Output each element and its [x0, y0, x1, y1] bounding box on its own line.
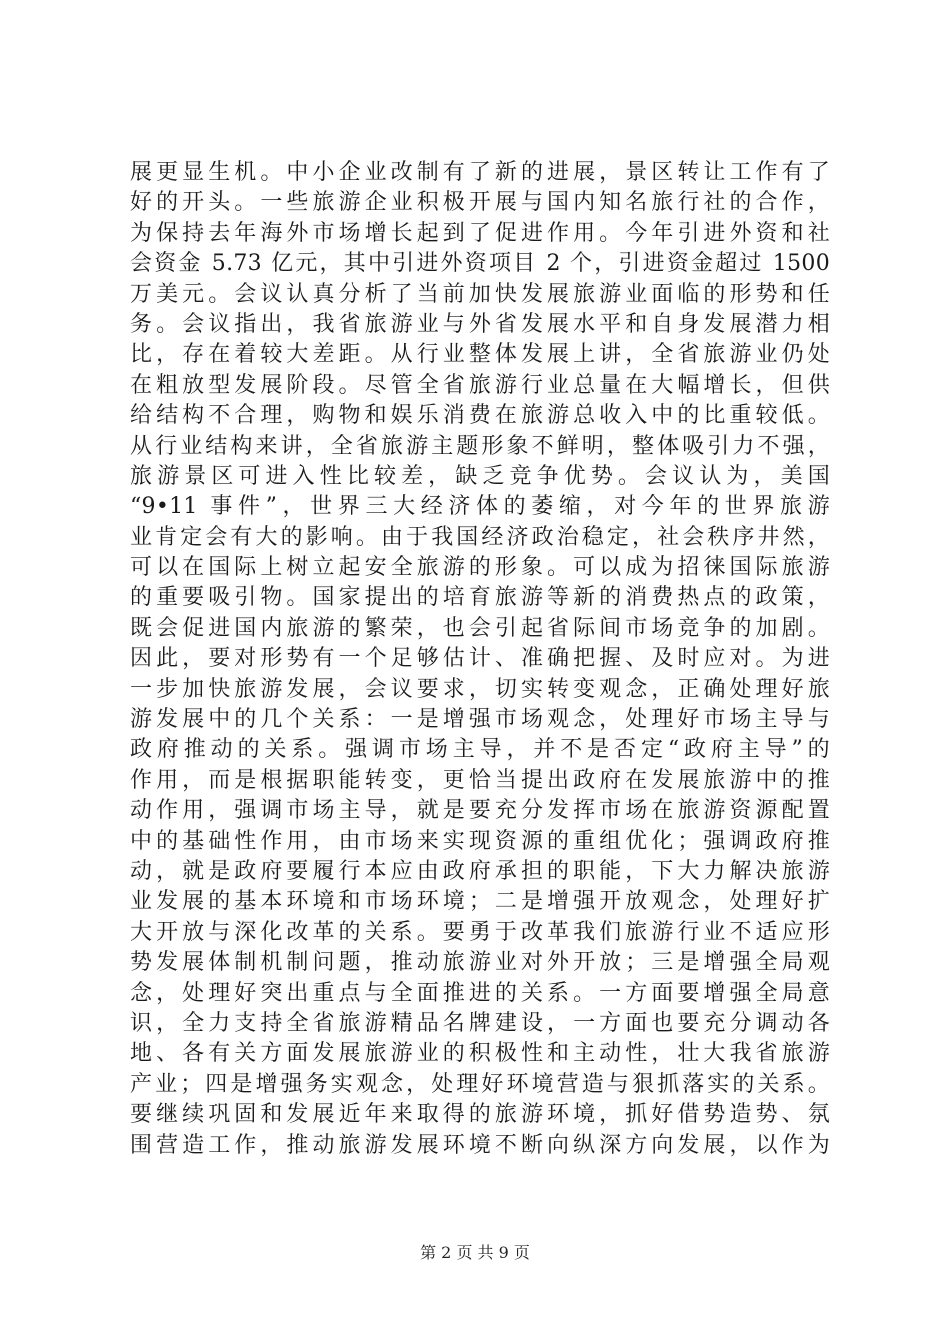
text-line: 可以在国际上树立起安全旅游的形象。可以成为招徕国际旅游: [130, 555, 830, 581]
text-line: 好的开头。一些旅游企业积极开展与国内知名旅行社的合作，: [130, 190, 830, 216]
text-line: 一步加快旅游发展，会议要求，切实转变观念，正确处理好旅: [130, 676, 830, 702]
text-line: 给结构不合理，购物和娱乐消费在旅游总收入中的比重较低。: [130, 403, 830, 429]
text-line: 念，处理好突出重点与全面推进的关系。一方面要增强全局意: [130, 980, 830, 1006]
text-line: 在粗放型发展阶段。尽管全省旅游行业总量在大幅增长，但供: [130, 372, 830, 398]
text-line: 业肯定会有大的影响。由于我国经济政治稳定，社会秩序井然，: [130, 524, 830, 550]
text-line: “9•11 事件”，世界三大经济体的萎缩，对今年的世界旅游: [130, 494, 830, 520]
text-line: 为保持去年海外市场增长起到了促进作用。今年引进外资和社: [130, 220, 830, 246]
text-line: 的重要吸引物。国家提出的培育旅游等新的消费热点的政策，: [130, 585, 830, 611]
body-text: [130, 158, 830, 1161]
text-line: 比，存在着较大差距。从行业整体发展上讲，全省旅游业仍处: [130, 342, 830, 368]
text-line: 从行业结构来讲，全省旅游主题形象不鲜明，整体吸引力不强，: [130, 433, 830, 459]
text-line: 产业；四是增强务实观念，处理好环境营造与狠抓落实的关系。: [130, 1071, 830, 1097]
text-line: 务。会议指出，我省旅游业与外省发展水平和自身发展潜力相: [130, 311, 830, 337]
text-line: 业发展的基本环境和市场环境；二是增强开放观念，处理好扩: [130, 889, 830, 915]
text-line: 旅游景区可进入性比较差，缺乏竞争优势。会议认为，美国: [130, 463, 830, 489]
text-line: 中的基础性作用，由市场来实现资源的重组优化；强调政府推: [130, 828, 830, 854]
text-line: 会资金 5.73 亿元，其中引进外资项目 2 个，引进资金超过 1500: [130, 251, 830, 277]
text-line: 势发展体制机制问题，推动旅游业对外开放；三是增强全局观: [130, 950, 830, 976]
text-line: 因此，要对形势有一个足够估计、准确把握、及时应对。为进: [130, 646, 830, 672]
text-line: 要继续巩固和发展近年来取得的旅游环境，抓好借势造势、氛: [130, 1102, 830, 1128]
text-line: 动，就是政府要履行本应由政府承担的职能，下大力解决旅游: [130, 858, 830, 884]
text-line: 作用，而是根据职能转变，更恰当提出政府在发展旅游中的推: [130, 767, 830, 793]
text-line: 地、各有关方面发展旅游业的积极性和主动性，壮大我省旅游: [130, 1041, 830, 1067]
text-line: 大开放与深化改革的关系。要勇于改革我们旅游行业不适应形: [130, 919, 830, 945]
text-line: 识，全力支持全省旅游精品名牌建设，一方面也要充分调动各: [130, 1010, 830, 1036]
text-line: 围营造工作，推动旅游发展环境不断向纵深方向发展，以作为: [130, 1132, 830, 1158]
text-line: 政府推动的关系。强调市场主导，并不是否定“政府主导”的: [130, 737, 830, 763]
text-line: 游发展中的几个关系：一是增强市场观念，处理好市场主导与: [130, 707, 830, 733]
text-line: 万美元。会议认真分析了当前加快发展旅游业面临的形势和任: [130, 281, 830, 307]
page-footer: [0, 1242, 950, 1264]
text-line: 既会促进国内旅游的繁荣，也会引起省际间市场竞争的加剧。: [130, 615, 830, 641]
text-line: 动作用，强调市场主导，就是要充分发挥市场在旅游资源配置: [130, 798, 830, 824]
page-number-label: 第 2 页 共 9 页: [420, 1243, 530, 1262]
text-line: 展更显生机。中小企业改制有了新的进展，景区转让工作有了: [130, 160, 830, 185]
